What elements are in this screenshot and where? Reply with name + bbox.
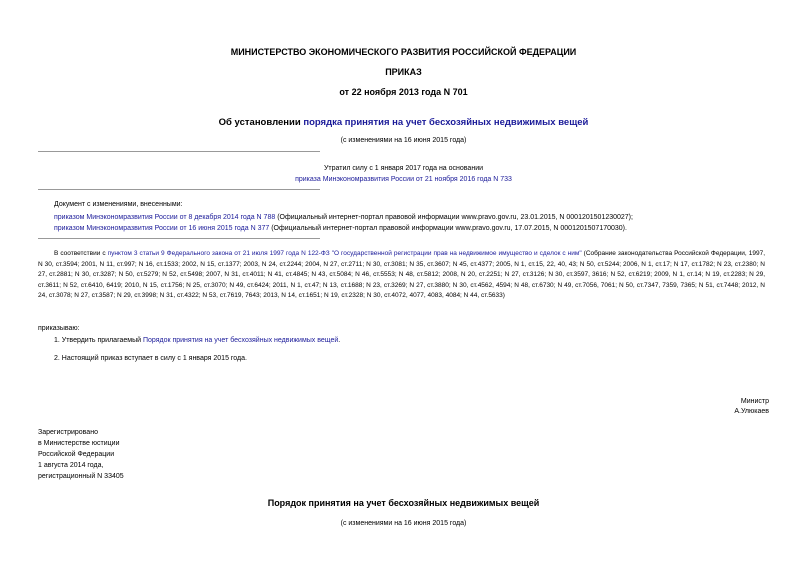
change-item-text: (Официальный интернет-портал правовой информации www.pravo.gov.ru, 23.01.2015, N 0001201501230027);: [275, 214, 633, 221]
registration-line: Зарегистрировано: [38, 429, 98, 436]
basis-paragraph: [38, 249, 765, 302]
basis-law-link[interactable]: пунктом 3 статьи 9 Федерального закона от 21 июля 1997 года N 122-ФЗ "О государственной регистрации прав на недвижимое имущество и сделок с ним": [107, 250, 582, 257]
signature-name: А.Улюкаев: [734, 408, 769, 415]
divider: [38, 151, 320, 152]
registration-block: [38, 427, 124, 482]
registration-line: Российской Федерации: [38, 451, 115, 458]
appendix-title: Порядок принятия на учет бесхозяйных недвижимых вещей: [267, 498, 540, 508]
doc-title-link[interactable]: порядка принятия на учет бесхозяйных недвижимых вещей: [303, 117, 589, 128]
ministry-name: МИНИСТЕРСТВО ЭКОНОМИЧЕСКОГО РАЗВИТИЯ РОССИЙСКОЙ ФЕДЕРАЦИИ: [230, 47, 577, 57]
divider: [38, 238, 320, 239]
signature-position: Министр: [740, 398, 769, 405]
divider: [38, 189, 320, 190]
registration-line: 1 августа 2014 года,: [38, 462, 104, 469]
amendments-note: (с изменениями на 16 июня 2015 года): [340, 137, 467, 144]
order-item-2: 2. Настоящий приказ вступает в силу с 1 января 2015 года.: [54, 355, 247, 362]
change-item-link[interactable]: приказом Минэкономразвития России от 8 декабря 2014 года N 788: [54, 214, 276, 221]
procedure-link[interactable]: Порядок принятия на учет бесхозяйных недвижимых вещей: [142, 337, 339, 344]
registration-line: в Министерстве юстиции: [38, 440, 120, 447]
change-item: [54, 223, 774, 234]
change-item-link[interactable]: приказом Минэкономразвития России от 16 июня 2015 года N 377: [54, 225, 270, 232]
order-item-1: [54, 335, 340, 346]
change-item-text: (Официальный интернет-портал правовой информации www.pravo.gov.ru, 17.07.2015, N 0001201507170030).: [269, 225, 627, 232]
doc-title-prefix: Об установлении: [218, 117, 304, 128]
expiry-line: Утратил силу с 1 января 2017 года на основании: [323, 165, 484, 172]
doc-date-number: от 22 ноября 2013 года N 701: [339, 87, 468, 97]
changes-intro: Документ с изменениями, внесенными:: [54, 201, 183, 208]
appendix-note: (с изменениями на 16 июня 2015 года): [340, 520, 467, 527]
change-item: [54, 212, 774, 223]
registration-line: регистрационный N 33405: [38, 473, 124, 480]
order-word: приказываю:: [38, 325, 80, 332]
order-item-1-suffix: .: [338, 337, 341, 344]
doc-type: ПРИКАЗ: [385, 67, 422, 77]
basis-prefix: В соответствии с: [54, 250, 108, 257]
basis-citations: (Собрание законодательства Российской Федерации, 1997, N 30, ст.3594; 2001, N 11, ст.997; N 16, ст.1533; 2002, N 15, ст.1377; 2003, N 24, ст.2244; 2004, N 27, ст.2711; N 30, ст.3081; N 35, ст.3607; N 45, ст.4377; 2005, N 1, ст.15, 22, 40, 43; N 50, ст.5244; 2006, N 1, ст.17; N 17, ст.1782; N 23, ст.2380; N 27, ст.2881; N 30, ст.3287; N 50, ст.5279; N 52, ст.5498; 2007, N 31, ст.4011; N 41, ст.4845; N 43, ст.5084; N 46, ст.5553; N 48, ст.5812; 2008, N 20, ст.2251; N 27, ст.3126; N 30, ст.3597, 3616; N 52, ст.6219; 2009, N 1, ст.14; N 19, ст.2283; N 29, ст.3611; N 52, ст.6410, 6419; 2010, N 15, ст.1756; N 25, ст.3070; N 49, ст.6424; 2011, N 1, ст.47; N 13, ст.1688; N 23, ст.3269; N 27, ст.3880; N 30, ст.4562, 4594; N 48, ст.6730; N 49, ст.7056, 7061; N 50, ст.7347, 7359, 7365; N 51, ст.7448; 2012, N 24, ст.3078; N 27, ст.3587; N 29, ст.3998; N 31, ст.4322; N 53, ст.7619, 7643; 2013, N 14, ст.1651; N 19, ст.2328; N 30, ст.4072, 4077, 4083, 4084; N 44, ст.5633): [38, 250, 766, 299]
doc-title: [0, 117, 807, 128]
order-item-1-prefix: 1. Утвердить прилагаемый: [54, 337, 143, 344]
expiry-link[interactable]: приказа Минэкономразвития России от 21 ноября 2016 года N 733: [295, 176, 512, 183]
